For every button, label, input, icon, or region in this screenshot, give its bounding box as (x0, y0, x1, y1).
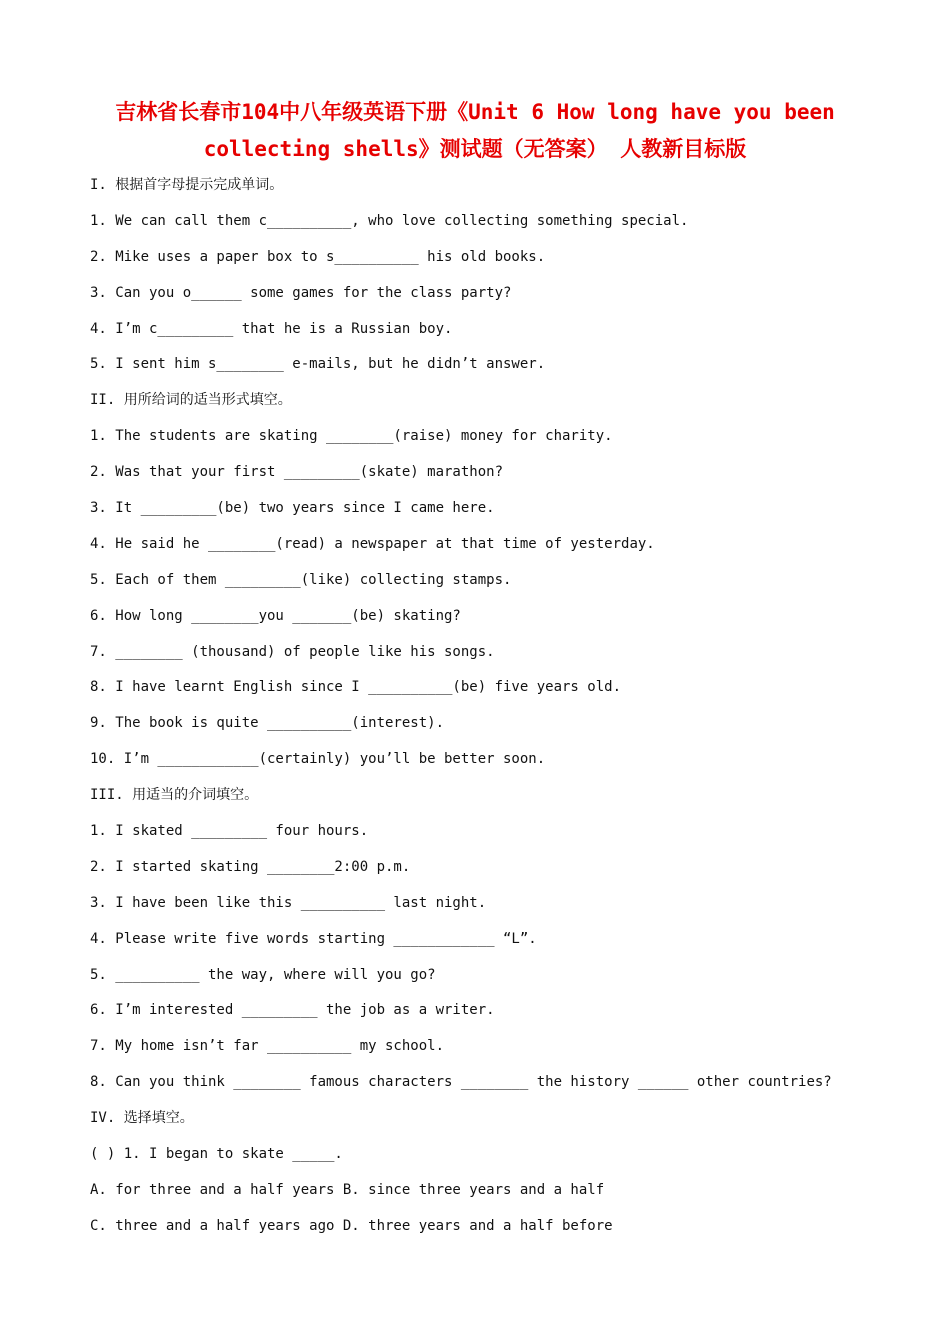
question-line: 6. I’m interested _________ the job as a writer. (90, 1002, 495, 1019)
question-line: 9. The book is quite __________(interest). (90, 715, 445, 732)
section-heading: IV. 选择填空。 (90, 1110, 194, 1127)
section-heading: II. 用所给词的适当形式填空。 (90, 392, 292, 409)
section-heading: I. 根据首字母提示完成单词。 (90, 177, 284, 193)
question-line: 5. Each of them _________(like) collecting stamps. (90, 571, 512, 588)
question-line: 4. He said he ________(read) a newspaper at that time of yesterday. (90, 535, 655, 552)
document-title-line-1: 吉林省长春市104中八年级英语下册《Unit 6 How long have you been (115, 100, 835, 124)
question-line: 2. Mike uses a paper box to s__________ his old books. (90, 248, 546, 265)
question-line: 8. I have learnt English since I __________(be) five years old. (90, 679, 622, 696)
question-line: 4. Please write five words starting ____________ “L”. (90, 930, 537, 947)
question-line: 8. Can you think ________ famous characters ________ the history ______ other countries? (90, 1074, 832, 1091)
answer-option-line: C. three and a half years ago D. three years and a half before (90, 1217, 613, 1234)
question-line: ( ) 1. I began to skate _____. (90, 1146, 343, 1163)
question-line: 10. I’m ____________(certainly) you’ll be better soon. (90, 751, 546, 768)
question-line: 5. I sent him s________ e-mails, but he didn’t answer. (90, 356, 546, 373)
question-line: 2. Was that your first _________(skate) marathon? (90, 464, 504, 481)
question-line: 1. I skated _________ four hours. (90, 823, 369, 840)
question-line: 3. Can you o______ some games for the class party? (90, 284, 512, 301)
question-line: 3. It _________(be) two years since I came here. (90, 500, 495, 517)
question-line: 1. We can call them c__________, who love collecting something special. (90, 212, 689, 229)
question-line: 2. I started skating ________2:00 p.m. (90, 858, 411, 875)
document-title-line-2: collecting shells》测试题（无答案） 人教新目标版 (203, 137, 747, 161)
question-line: 1. The students are skating ________(raise) money for charity. (90, 428, 613, 445)
question-line: 5. __________ the way, where will you go? (90, 966, 436, 983)
question-line: 6. How long ________you _______(be) skating? (90, 607, 461, 624)
section-heading: III. 用适当的介词填空。 (90, 787, 259, 804)
answer-option-line: A. for three and a half years B. since three years and a half (90, 1181, 605, 1198)
question-line: 7. ________ (thousand) of people like his songs. (90, 643, 495, 660)
question-line: 4. I’m c_________ that he is a Russian boy. (90, 320, 453, 337)
question-line: 3. I have been like this __________ last night. (90, 894, 487, 911)
question-line: 7. My home isn’t far __________ my school. (90, 1038, 445, 1055)
worksheet-body (90, 172, 850, 1249)
